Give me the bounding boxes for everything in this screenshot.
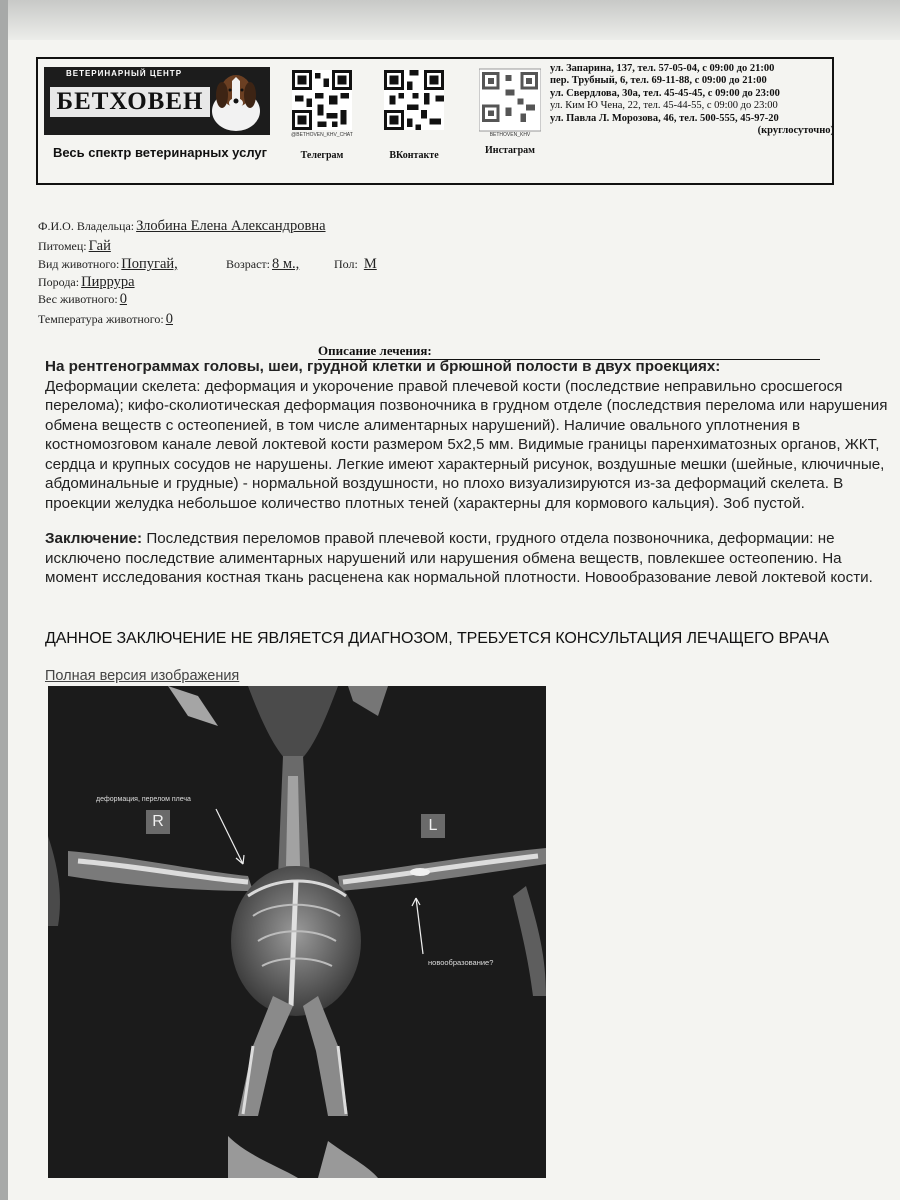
species-label: Вид животного:	[38, 257, 120, 271]
pet-label: Питомец:	[38, 239, 87, 253]
sex-label: Пол:	[334, 257, 358, 271]
species-row	[38, 256, 178, 273]
qr-label-telegram: Телеграм	[300, 150, 344, 161]
age-row	[226, 256, 299, 273]
qr-label-instagram: Инстаграм	[485, 145, 535, 156]
qr-code-icon[interactable]	[384, 70, 444, 130]
age-label: Возраст:	[226, 257, 270, 271]
annotation-fracture: деформация, перелом плеча	[96, 796, 191, 803]
conclusion-label: Заключение:	[45, 530, 143, 547]
qr-caption-telegram: @BETHOVEN_KHV_CHAT	[291, 132, 353, 138]
conclusion-text: Последствия переломов правой плечевой кости, грудного отдела позвоночника, деформации: не исключено последствие алиментарных нарушений или нарушения обмена веществ, повлекшее остеопению. На момент исследования костная ткань расценена как нормальной плотности. Новообразование левой локтевой кости.	[45, 530, 873, 586]
owner-value: Злобина Елена Александровна	[136, 218, 326, 234]
weight-label: Вес животного:	[38, 292, 118, 306]
address-line: ул. Запарина, 137, тел. 57-05-04, с 09:00 до 21:00	[550, 63, 775, 74]
age-value: 8 м.,	[271, 256, 300, 272]
address-line: (круглосуточно)	[757, 125, 834, 137]
address-line: ул. Свердлова, 30а, тел. 45-45-45, с 09:00 до 23:00	[550, 87, 780, 99]
logo-name: БЕТХОВЕН	[50, 87, 210, 117]
pet-row	[38, 238, 111, 255]
qr-code-icon[interactable]	[292, 70, 352, 130]
breed-row	[38, 274, 135, 291]
owner-row	[38, 218, 326, 235]
address-line: ул. Ким Ю Чена, 22, тел. 45-44-55, с 09:00 до 23:00	[550, 100, 778, 112]
species-value: Попугай,	[121, 256, 178, 272]
owner-label: Ф.И.О. Владельца:	[38, 219, 135, 233]
temp-row	[38, 311, 173, 328]
full-image-link[interactable]: Полная версия изображения	[45, 668, 240, 684]
annotation-tumor: новообразование?	[428, 958, 494, 967]
clinic-logo	[44, 67, 270, 135]
temp-label: Температура животного:	[38, 312, 164, 326]
qr-label-vk: ВКонтакте	[389, 150, 439, 161]
clinic-slogan: Весь спектр ветеринарных услуг	[52, 145, 268, 160]
section-title: Описание лечения:	[318, 343, 820, 360]
address-line: пер. Трубный, 6, тел. 69-11-88, с 09:00 до 21:00	[550, 75, 767, 87]
clinic-header	[36, 57, 834, 185]
weight-row	[38, 291, 127, 308]
breed-label: Порода:	[38, 275, 80, 289]
report-heading: На рентгенограммах головы, шеи, грудной клетки и брюшной полости в двух проекциях:	[45, 358, 721, 375]
disclaimer: ДАННОЕ ЗАКЛЮЧЕНИЕ НЕ ЯВЛЯЕТСЯ ДИАГНОЗОМ, ТРЕБУЕТСЯ КОНСУЛЬТАЦИЯ ЛЕЧАЩЕГО ВРАЧА	[45, 630, 829, 647]
weight-value: 0	[119, 291, 127, 307]
clinic-addresses	[550, 63, 834, 137]
parrot-skeleton-xray	[48, 686, 546, 1178]
xray-image	[48, 686, 546, 1178]
side-tag-right: R	[146, 810, 170, 834]
dog-icon	[208, 71, 264, 131]
conclusion	[45, 529, 890, 588]
qr-code-icon[interactable]	[479, 68, 541, 132]
address-line: ул. Павла Л. Морозова, 46, тел. 500-555, 45-97-20	[550, 112, 779, 124]
pet-value: Гай	[88, 238, 111, 254]
report-body	[45, 357, 890, 588]
sex-value: М	[363, 256, 377, 272]
temp-value: 0	[165, 311, 173, 327]
report-findings: Деформации скелета: деформация и укорочение правой плечевой кости (последствие неправильно сросшегося перелома); кифо-сколиотическая деформация позвоночника в грудном отделе (последствия перелома или нарушения обмена веществ с остеопенией, в том числе алиментарных нарушений). Наличие овального уплотнения в костномозговом канале левой локтевой кости размером 5х2,5 мм. Видимые границы паренхиматозных органов, ЖКТ, сердца и крупных сосудов не нарушены. Легкие имеют характерный рисунок, воздушные мешки (шейные, ключичные, абдоминальные и грудные) - нормальной воздушности, но плохо визуализируются из-за деформаций скелета. В проекции желудка небольшое количество плотных теней (характерны для кормового кальция). Зоб пустой.	[45, 377, 888, 512]
report-page	[8, 0, 900, 1200]
side-tag-left: L	[421, 814, 445, 838]
sex-row	[334, 256, 377, 273]
breed-value: Пиррура	[81, 274, 135, 290]
qr-caption-instagram: BETHOVEN_KHV	[489, 132, 531, 138]
logo-subtitle: ВЕТЕРИНАРНЫЙ ЦЕНТР	[65, 69, 183, 78]
